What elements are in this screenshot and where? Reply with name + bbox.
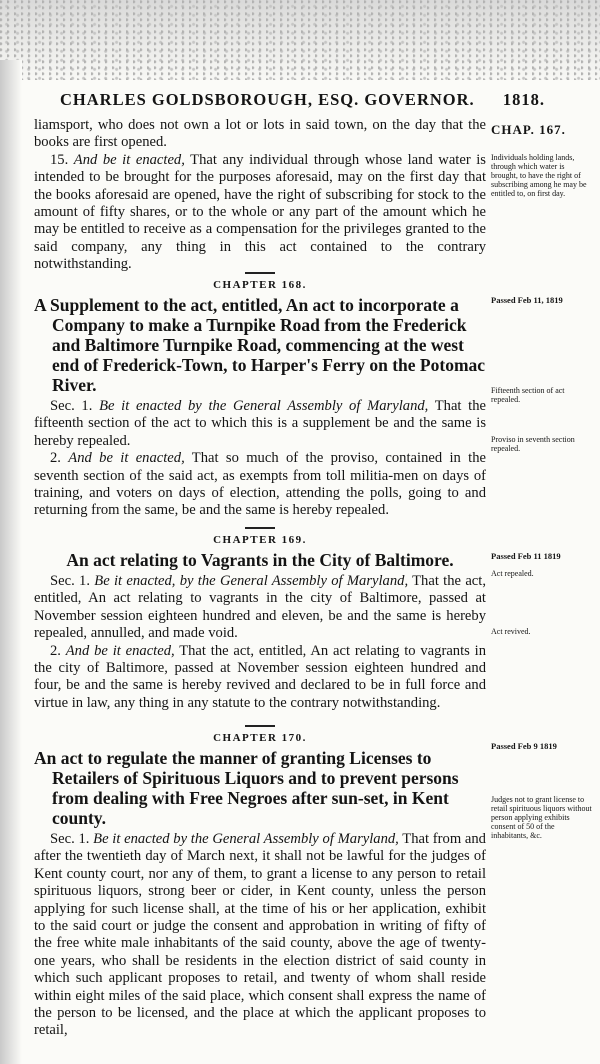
chapter-169-section-2-number: 2. bbox=[50, 642, 66, 659]
chapter-169-title: An act relating to Vagrants in the City of Baltimore. bbox=[66, 550, 454, 570]
margin-note-individuals: Individuals holding lands, through which water is brought, to have the right of subscribing among he may be entitled to, on first day. bbox=[491, 153, 587, 198]
margin-note-fifteenth-section: Fifteenth section of act repealed. bbox=[491, 386, 565, 404]
chapter-168-title: A Supplement to the act, entitled, An act to incorporate a Company to make a Turnpike Road from the Frederick and Baltimore Turnpike Road, commencing at the west end of Frederick-Town, to Harper's Ferry on the Potomac River. bbox=[34, 295, 486, 395]
chapter-168-section-1-number: Sec. 1. bbox=[50, 398, 100, 414]
margin-note-proviso: Proviso in seventh section repealed. bbox=[491, 435, 575, 453]
chapter-169-heading: CHAPTER 169. bbox=[34, 527, 486, 546]
chapter-168-section-1-body: That the fifteenth section of the act to which this is a supplement be and the same is hereby repealed. bbox=[34, 398, 487, 449]
chapter-168-section-2-enacting: And be it enacted, bbox=[68, 450, 185, 467]
running-head bbox=[60, 90, 545, 110]
chapter-168-section-2 bbox=[34, 450, 486, 520]
chapter-168-section-2-number: 2. bbox=[50, 450, 69, 467]
chapter-170-title: An act to regulate the manner of granting Licenses to Retailers of Spirituous Liquors and to prevent persons from dealing with Free Negroes after sun-set, in Kent county. bbox=[34, 748, 459, 828]
chapter-169-section-1-number: Sec. 1. bbox=[50, 573, 95, 589]
margin-note-passed-170: Passed Feb 9 1819 bbox=[491, 741, 557, 751]
chapter-169-section-2-body: That the act, entitled, An act relating to vagrants in the city of Baltimore, passed at November session eighteen hundred and four, be and the same is hereby revived and declared to be in full force and virtue in law, any thing in any statute to the contrary notwithstanding. bbox=[34, 642, 486, 711]
binding-shadow bbox=[0, 60, 22, 1064]
section-15-number: 15. bbox=[50, 151, 74, 168]
chapter-168-heading: CHAPTER 168. bbox=[34, 272, 486, 291]
running-head-title: CHARLES GOLDSBOROUGH, ESQ. GOVERNOR. bbox=[60, 90, 475, 109]
page-edge-speckle bbox=[0, 0, 600, 80]
chapter-169-section-1-body: That the act, entitled, An act relating to vagrants in the city of Baltimore, passed at November session eighteen hundred and eleven, be and the same is hereby repealed, annulled, and made void. bbox=[34, 573, 486, 642]
chapter-169-section-2-enacting: And be it enacted, bbox=[65, 642, 175, 659]
margin-note-passed-169: Passed Feb 11 1819 bbox=[491, 551, 561, 561]
margin-note-judges: Judges not to grant license to retail spirituous liquors without person applying exhibits consent of 50 of the inhabitants, &c. bbox=[491, 795, 592, 840]
chapter-168-section-2-body: That so much of the proviso, contained in the seventh section of the said act, as exempts from toll militia-men on days of training, and voters on days of election, attending the polls, going to and returning from the same, be and the same is hereby repealed. bbox=[34, 450, 486, 519]
chapter-168-section-1-enacting: Be it enacted by the General Assembly of Maryland, bbox=[99, 398, 429, 414]
chapter-170-section-1-body: That from and after the twentieth day of March next, it shall not be lawful for the judges of Kent county court, nor any of them, to grant a license to any person to retail spirituous liquors, strong beer or cider, in Kent county, unless the person applying for such license shall, at the time of his or her application, exhibit to the said court or judge the consent and approbation in writing of fifty of the free white male inhabitants of the said county, above the age of twenty-one years, who shall be residents in the election district of said county in which such applicant proposes to retail, and twenty of whom shall reside within eight miles of the said place, which consent shall express the name of the person to be licensed, and the place at which the applicant proposes to retail, bbox=[34, 831, 486, 1039]
chapter-169-section-2 bbox=[34, 643, 486, 713]
running-head-year: 1818. bbox=[502, 90, 545, 109]
chapter-170-section-1-number: Sec. 1. bbox=[50, 831, 94, 847]
margin-note-act-revived: Act revived. bbox=[491, 627, 531, 636]
continuation-text: liamsport, who does not own a lot or lots in said town, on the day that the books are first opened. bbox=[34, 117, 486, 151]
chapter-169-section-1 bbox=[34, 573, 486, 643]
margin-note-passed-168: Passed Feb 11, 1819 bbox=[491, 295, 563, 305]
margin-note-act-repealed: Act repealed. bbox=[491, 569, 534, 578]
chapter-168-section-1 bbox=[34, 398, 486, 450]
section-15 bbox=[34, 152, 486, 274]
continuation-block bbox=[34, 117, 486, 274]
chapter-169 bbox=[34, 527, 486, 712]
chapter-168 bbox=[34, 272, 486, 520]
chapter-170-section-1-enacting: Be it enacted by the General Assembly of Maryland, bbox=[93, 831, 399, 847]
section-15-enacting: And be it enacted, bbox=[73, 151, 185, 168]
section-15-body: That any individual through whose land water is intended to be brought for the purposes aforesaid, may on the first day that the books aforesaid are opened, have the right of subscribing for stock to the amount of fifty shares, or to the whole or any part of the amount which he may be entitled to receive as a compensation for the privileges granted to the said company, any thing in this act contained to the contrary notwithstanding. bbox=[34, 151, 486, 273]
chapter-170 bbox=[34, 725, 486, 1040]
chapter-169-section-1-enacting: Be it enacted, by the General Assembly of Maryland, bbox=[94, 573, 409, 589]
margin-chapter-number: CHAP. 167. bbox=[491, 122, 566, 137]
chapter-170-section-1 bbox=[34, 831, 486, 1040]
chapter-170-heading: CHAPTER 170. bbox=[34, 725, 486, 744]
